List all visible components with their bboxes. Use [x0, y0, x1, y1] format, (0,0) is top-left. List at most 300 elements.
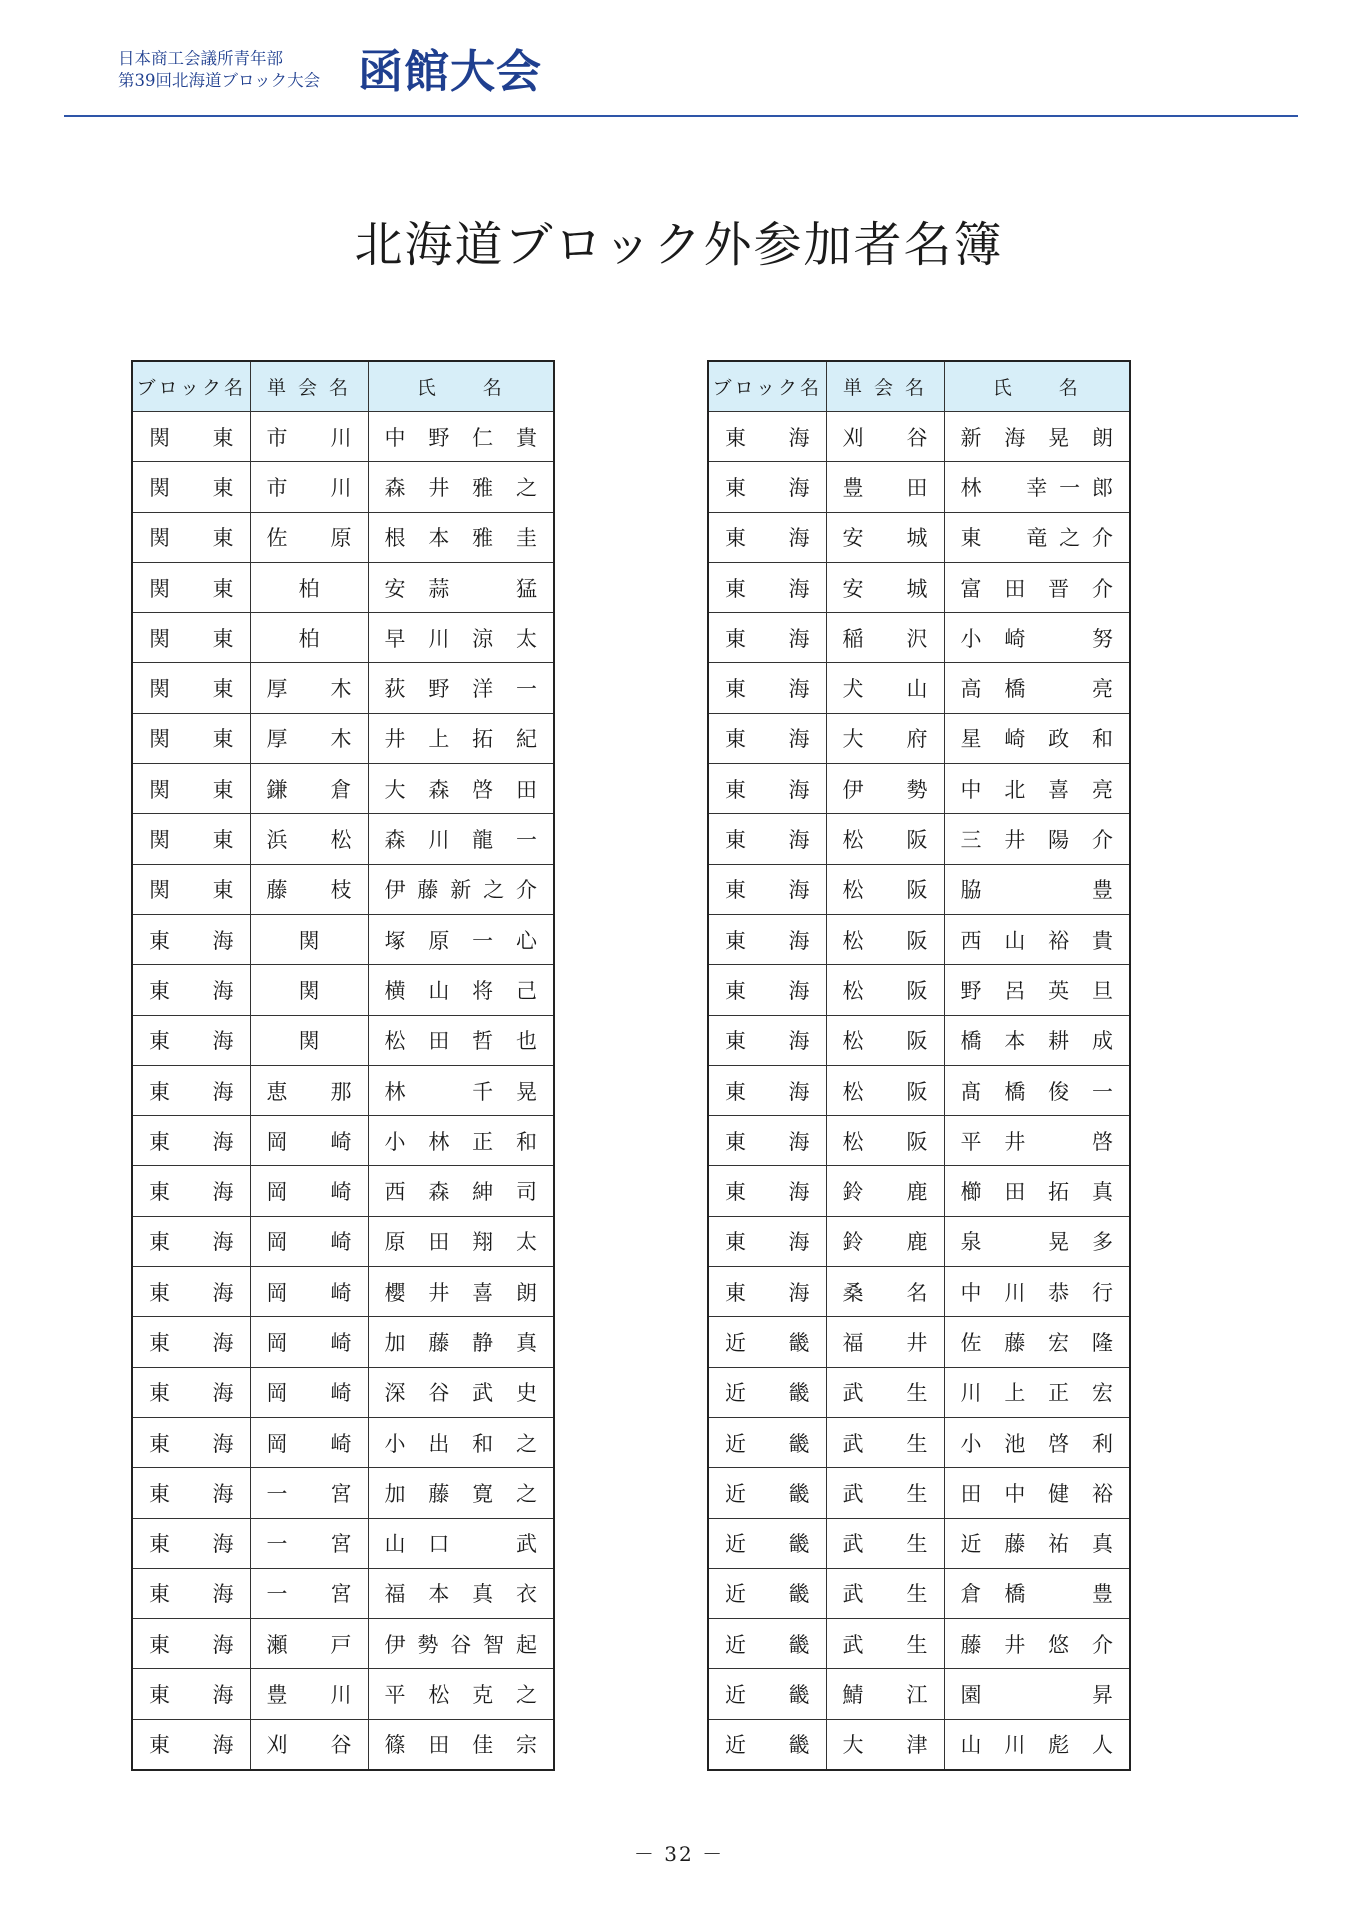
table-row [132, 713, 554, 763]
chapter-text: 柏 [298, 576, 320, 601]
chapter-cell [250, 1619, 368, 1669]
name-text: 森川龍一 [384, 828, 537, 853]
name-text: 深谷武史 [384, 1381, 537, 1406]
block-text: 東海 [149, 1330, 234, 1355]
chapter-cell [250, 764, 368, 814]
name-cell [368, 1619, 554, 1669]
table-row [132, 562, 554, 612]
block-cell [708, 1417, 826, 1467]
block-cell [708, 1216, 826, 1266]
name-text: 加藤静真 [384, 1330, 537, 1355]
chapter-cell [826, 814, 944, 864]
table-row [132, 1317, 554, 1367]
name-cell [944, 1267, 1130, 1317]
name-text: 藤井悠介 [960, 1632, 1113, 1657]
block-text: 東海 [149, 928, 234, 953]
block-cell [132, 1417, 250, 1467]
block-cell [708, 412, 826, 462]
name-cell [368, 1417, 554, 1467]
name-text: 安蒜 猛 [384, 576, 537, 601]
block-text: 東海 [725, 677, 810, 702]
block-cell [132, 1015, 250, 1065]
chapter-text: 岡崎 [266, 1381, 352, 1406]
header-line2: 第39回北海道ブロック大会 [118, 71, 321, 90]
chapter-text: 岡崎 [266, 1330, 352, 1355]
block-text: 東海 [725, 878, 810, 903]
name-cell [368, 1015, 554, 1065]
chapter-text: 大府 [842, 727, 928, 752]
table-row [132, 512, 554, 562]
name-text: 泉 晃多 [960, 1230, 1113, 1255]
table-row [708, 1669, 1130, 1719]
chapter-text: 市川 [266, 425, 352, 450]
name-cell [368, 864, 554, 914]
chapter-text: 岡崎 [266, 1230, 352, 1255]
column-header-block: ブロック名 [708, 361, 826, 412]
block-cell [132, 1518, 250, 1568]
block-cell [708, 1065, 826, 1115]
chapter-cell [250, 1468, 368, 1518]
block-cell [132, 613, 250, 663]
roster-table-right [707, 360, 1131, 1771]
chapter-text: 藤枝 [266, 878, 352, 903]
header-row [132, 361, 554, 412]
chapter-text: 犬山 [842, 677, 928, 702]
chapter-cell [826, 713, 944, 763]
chapter-cell [250, 412, 368, 462]
block-cell [708, 1015, 826, 1065]
name-text: 西山裕貴 [960, 928, 1113, 953]
name-text: 山口 武 [384, 1532, 537, 1557]
block-text: 東海 [149, 1230, 234, 1255]
block-text: 東海 [725, 978, 810, 1003]
name-cell [944, 1518, 1130, 1568]
block-cell [132, 1065, 250, 1115]
table-row [132, 1417, 554, 1467]
name-text: 荻野洋一 [384, 677, 537, 702]
name-text: 小林正和 [384, 1129, 537, 1154]
name-text: 根本雅圭 [384, 526, 537, 551]
name-text: 倉橋 豊 [960, 1582, 1113, 1607]
chapter-cell [250, 1367, 368, 1417]
name-text: 三井陽介 [960, 828, 1113, 853]
chapter-text: 武生 [842, 1381, 928, 1406]
table-row [708, 713, 1130, 763]
name-text: 平松克之 [384, 1683, 537, 1708]
block-cell [708, 1568, 826, 1618]
table-row [708, 914, 1130, 964]
table-row [708, 1317, 1130, 1367]
name-cell [368, 1468, 554, 1518]
table-row [708, 1065, 1130, 1115]
chapter-cell [250, 1417, 368, 1467]
name-cell [368, 814, 554, 864]
block-cell [708, 1468, 826, 1518]
name-text: 東 竜之介 [960, 526, 1113, 551]
name-text: 川上正宏 [960, 1381, 1113, 1406]
block-text: 東海 [149, 1129, 234, 1154]
chapter-text: 柏 [298, 626, 320, 651]
table-row [132, 1065, 554, 1115]
page-number: － 32 － [633, 1842, 725, 1866]
block-cell [708, 1518, 826, 1568]
block-text: 近畿 [725, 1532, 810, 1557]
roster-table-left [131, 360, 555, 1771]
chapter-text: 松阪 [842, 878, 928, 903]
chapter-text: 稲沢 [842, 626, 928, 651]
page-title: 北海道ブロック外参加者名簿 [354, 217, 1004, 273]
block-text: 東海 [149, 1683, 234, 1708]
chapter-cell [826, 663, 944, 713]
block-text: 東海 [725, 1129, 810, 1154]
chapter-cell [250, 914, 368, 964]
block-cell [132, 1317, 250, 1367]
chapter-text: 松阪 [842, 978, 928, 1003]
block-text: 東海 [149, 1280, 234, 1305]
chapter-cell [250, 1166, 368, 1216]
block-cell [708, 814, 826, 864]
chapter-text: 岡崎 [266, 1431, 352, 1456]
name-text: 野呂英旦 [960, 978, 1113, 1003]
table-row [132, 1518, 554, 1568]
block-text: 東海 [725, 425, 810, 450]
block-cell [132, 1216, 250, 1266]
chapter-text: 関 [298, 928, 320, 953]
name-text: 星崎政和 [960, 727, 1113, 752]
name-text: 横山将己 [384, 978, 537, 1003]
name-text: 松田哲也 [384, 1029, 537, 1054]
block-text: 東海 [725, 1280, 810, 1305]
name-text: 脇 豊 [960, 878, 1113, 903]
chapter-text: 関 [298, 1029, 320, 1054]
chapter-cell [826, 1518, 944, 1568]
table-row [132, 412, 554, 462]
block-text: 東海 [725, 928, 810, 953]
table-row [708, 1518, 1130, 1568]
block-cell [132, 1568, 250, 1618]
chapter-text: 伊勢 [842, 777, 928, 802]
chapter-cell [826, 613, 944, 663]
name-cell [368, 1719, 554, 1770]
block-cell [708, 1619, 826, 1669]
name-cell [944, 562, 1130, 612]
table-row [708, 1719, 1130, 1770]
table-row [132, 814, 554, 864]
chapter-cell [826, 1568, 944, 1618]
table-row [132, 1719, 554, 1770]
block-text: 東海 [149, 1532, 234, 1557]
block-cell [708, 965, 826, 1015]
block-text: 東海 [149, 978, 234, 1003]
chapter-text: 豊田 [842, 475, 928, 500]
table-row [708, 462, 1130, 512]
name-cell [944, 512, 1130, 562]
column-header-name: 氏 名 [944, 361, 1130, 412]
chapter-cell [826, 1216, 944, 1266]
chapter-text: 松阪 [842, 928, 928, 953]
name-cell [368, 1116, 554, 1166]
table-row [708, 1568, 1130, 1618]
chapter-cell [826, 1468, 944, 1518]
name-text: 伊勢谷智起 [384, 1632, 537, 1657]
chapter-text: 岡崎 [266, 1180, 352, 1205]
header-divider [64, 115, 1298, 117]
block-cell [708, 1116, 826, 1166]
name-text: 髙橋俊一 [960, 1079, 1113, 1104]
name-cell [368, 1216, 554, 1266]
chapter-cell [826, 1367, 944, 1417]
block-text: 関東 [149, 626, 234, 651]
chapter-cell [250, 1719, 368, 1770]
name-cell [368, 1367, 554, 1417]
name-cell [944, 864, 1130, 914]
chapter-cell [250, 663, 368, 713]
name-cell [944, 1719, 1130, 1770]
name-text: 林 幸一郎 [960, 475, 1113, 500]
block-text: 東海 [725, 576, 810, 601]
name-text: 高橋 亮 [960, 677, 1113, 702]
chapter-text: 松阪 [842, 828, 928, 853]
block-text: 関東 [149, 475, 234, 500]
chapter-text: 武生 [842, 1582, 928, 1607]
block-text: 関東 [149, 677, 234, 702]
table-row [708, 1015, 1130, 1065]
chapter-text: 浜松 [266, 828, 352, 853]
block-cell [708, 1669, 826, 1719]
chapter-text: 鈴鹿 [842, 1230, 928, 1255]
chapter-cell [250, 1669, 368, 1719]
name-text: 中野仁貴 [384, 425, 537, 450]
block-cell [132, 1468, 250, 1518]
block-text: 近畿 [725, 1632, 810, 1657]
chapter-cell [250, 1568, 368, 1618]
chapter-text: 岡崎 [266, 1280, 352, 1305]
name-cell [368, 1669, 554, 1719]
name-cell [368, 663, 554, 713]
chapter-cell [826, 965, 944, 1015]
column-header-chapter: 単 会 名 [250, 361, 368, 412]
name-text: 櫻井喜朗 [384, 1280, 537, 1305]
block-cell [132, 1267, 250, 1317]
column-header-name: 氏 名 [368, 361, 554, 412]
header-line1: 日本商工会議所青年部 [118, 49, 283, 68]
block-cell [132, 1619, 250, 1669]
chapter-text: 安城 [842, 526, 928, 551]
chapter-text: 松阪 [842, 1079, 928, 1104]
chapter-cell [826, 1417, 944, 1467]
chapter-cell [826, 512, 944, 562]
table-row [708, 965, 1130, 1015]
block-cell [132, 814, 250, 864]
name-text: 井上拓紀 [384, 727, 537, 752]
block-cell [708, 864, 826, 914]
name-cell [368, 512, 554, 562]
block-text: 近畿 [725, 1431, 810, 1456]
chapter-cell [250, 462, 368, 512]
name-cell [368, 462, 554, 512]
name-text: 佐藤宏隆 [960, 1330, 1113, 1355]
name-cell [944, 1065, 1130, 1115]
table-row [708, 1367, 1130, 1417]
chapter-text: 桑名 [842, 1280, 928, 1305]
chapter-cell [826, 1267, 944, 1317]
table-row [708, 1166, 1130, 1216]
block-text: 東海 [149, 1029, 234, 1054]
block-text: 東海 [149, 1481, 234, 1506]
chapter-cell [250, 1267, 368, 1317]
chapter-cell [826, 1015, 944, 1065]
name-text: 早川涼太 [384, 626, 537, 651]
block-cell [708, 562, 826, 612]
chapter-cell [250, 512, 368, 562]
table-row [132, 1669, 554, 1719]
block-cell [132, 1669, 250, 1719]
table-row [708, 663, 1130, 713]
chapter-cell [250, 562, 368, 612]
name-text: 小出和之 [384, 1431, 537, 1456]
chapter-text: 関 [298, 978, 320, 1003]
name-cell [368, 1166, 554, 1216]
block-text: 東海 [149, 1632, 234, 1657]
chapter-text: 松阪 [842, 1029, 928, 1054]
name-cell [944, 914, 1130, 964]
name-cell [368, 1518, 554, 1568]
chapter-text: 厚木 [266, 727, 352, 752]
table-row [132, 965, 554, 1015]
block-cell [132, 663, 250, 713]
name-cell [368, 562, 554, 612]
name-text: 篠田佳宗 [384, 1733, 537, 1758]
block-text: 関東 [149, 576, 234, 601]
chapter-text: 福井 [842, 1330, 928, 1355]
block-cell [708, 764, 826, 814]
column-header-chapter: 単 会 名 [826, 361, 944, 412]
block-text: 東海 [725, 526, 810, 551]
block-cell [708, 1166, 826, 1216]
name-cell [944, 1619, 1130, 1669]
block-text: 近畿 [725, 1481, 810, 1506]
block-text: 近畿 [725, 1582, 810, 1607]
table-row [132, 1468, 554, 1518]
name-cell [944, 1468, 1130, 1518]
table-row [708, 1216, 1130, 1266]
block-cell [708, 1367, 826, 1417]
block-cell [708, 613, 826, 663]
chapter-cell [250, 713, 368, 763]
name-cell [944, 764, 1130, 814]
block-cell [708, 713, 826, 763]
chapter-text: 刈谷 [842, 425, 928, 450]
chapter-text: 武生 [842, 1632, 928, 1657]
chapter-text: 瀬戸 [266, 1632, 352, 1657]
block-text: 東海 [725, 475, 810, 500]
chapter-cell [826, 1669, 944, 1719]
chapter-text: 鯖江 [842, 1683, 928, 1708]
table-row [132, 613, 554, 663]
block-text: 近畿 [725, 1733, 810, 1758]
block-text: 近畿 [725, 1330, 810, 1355]
chapter-text: 一宮 [266, 1582, 352, 1607]
chapter-cell [826, 1116, 944, 1166]
name-text: 小崎 努 [960, 626, 1113, 651]
block-text: 関東 [149, 828, 234, 853]
block-cell [132, 914, 250, 964]
block-cell [708, 914, 826, 964]
chapter-cell [826, 562, 944, 612]
block-cell [132, 412, 250, 462]
name-cell [944, 613, 1130, 663]
chapter-text: 厚木 [266, 677, 352, 702]
chapter-cell [826, 1719, 944, 1770]
block-cell [132, 1166, 250, 1216]
table-row [708, 412, 1130, 462]
chapter-text: 鈴鹿 [842, 1180, 928, 1205]
chapter-text: 武生 [842, 1481, 928, 1506]
header-row [708, 361, 1130, 412]
chapter-cell [250, 1518, 368, 1568]
name-text: 新海晃朗 [960, 425, 1113, 450]
table-row [708, 764, 1130, 814]
block-text: 東海 [149, 1431, 234, 1456]
table-row [708, 864, 1130, 914]
block-cell [132, 713, 250, 763]
table-row [132, 1568, 554, 1618]
table-row [132, 663, 554, 713]
block-cell [708, 1719, 826, 1770]
chapter-text: 恵那 [266, 1079, 352, 1104]
table-row [132, 1116, 554, 1166]
name-text: 近藤祐真 [960, 1532, 1113, 1557]
block-text: 東海 [725, 828, 810, 853]
name-cell [944, 462, 1130, 512]
table-row [132, 864, 554, 914]
block-text: 近畿 [725, 1381, 810, 1406]
block-text: 東海 [149, 1381, 234, 1406]
chapter-cell [250, 1216, 368, 1266]
chapter-cell [250, 965, 368, 1015]
chapter-cell [250, 1317, 368, 1367]
table-row [708, 1417, 1130, 1467]
name-cell [368, 1317, 554, 1367]
chapter-cell [826, 1317, 944, 1367]
block-text: 東海 [725, 626, 810, 651]
block-text: 関東 [149, 878, 234, 903]
table-row [708, 562, 1130, 612]
name-cell [944, 1015, 1130, 1065]
name-cell [368, 764, 554, 814]
table-row [132, 1166, 554, 1216]
chapter-cell [826, 412, 944, 462]
name-text: 伊藤新之介 [384, 878, 537, 903]
name-cell [368, 965, 554, 1015]
name-cell [368, 914, 554, 964]
block-cell [708, 1317, 826, 1367]
table-row [132, 1619, 554, 1669]
block-cell [708, 663, 826, 713]
name-text: 塚原一心 [384, 928, 537, 953]
block-text: 東海 [725, 777, 810, 802]
name-text: 橋本耕成 [960, 1029, 1113, 1054]
header-event-name: 函館大会 [358, 45, 543, 98]
block-cell [132, 764, 250, 814]
block-cell [132, 1367, 250, 1417]
block-text: 関東 [149, 526, 234, 551]
name-text: 原田翔太 [384, 1230, 537, 1255]
chapter-cell [826, 1619, 944, 1669]
chapter-text: 豊川 [266, 1683, 352, 1708]
name-cell [368, 412, 554, 462]
chapter-cell [826, 864, 944, 914]
